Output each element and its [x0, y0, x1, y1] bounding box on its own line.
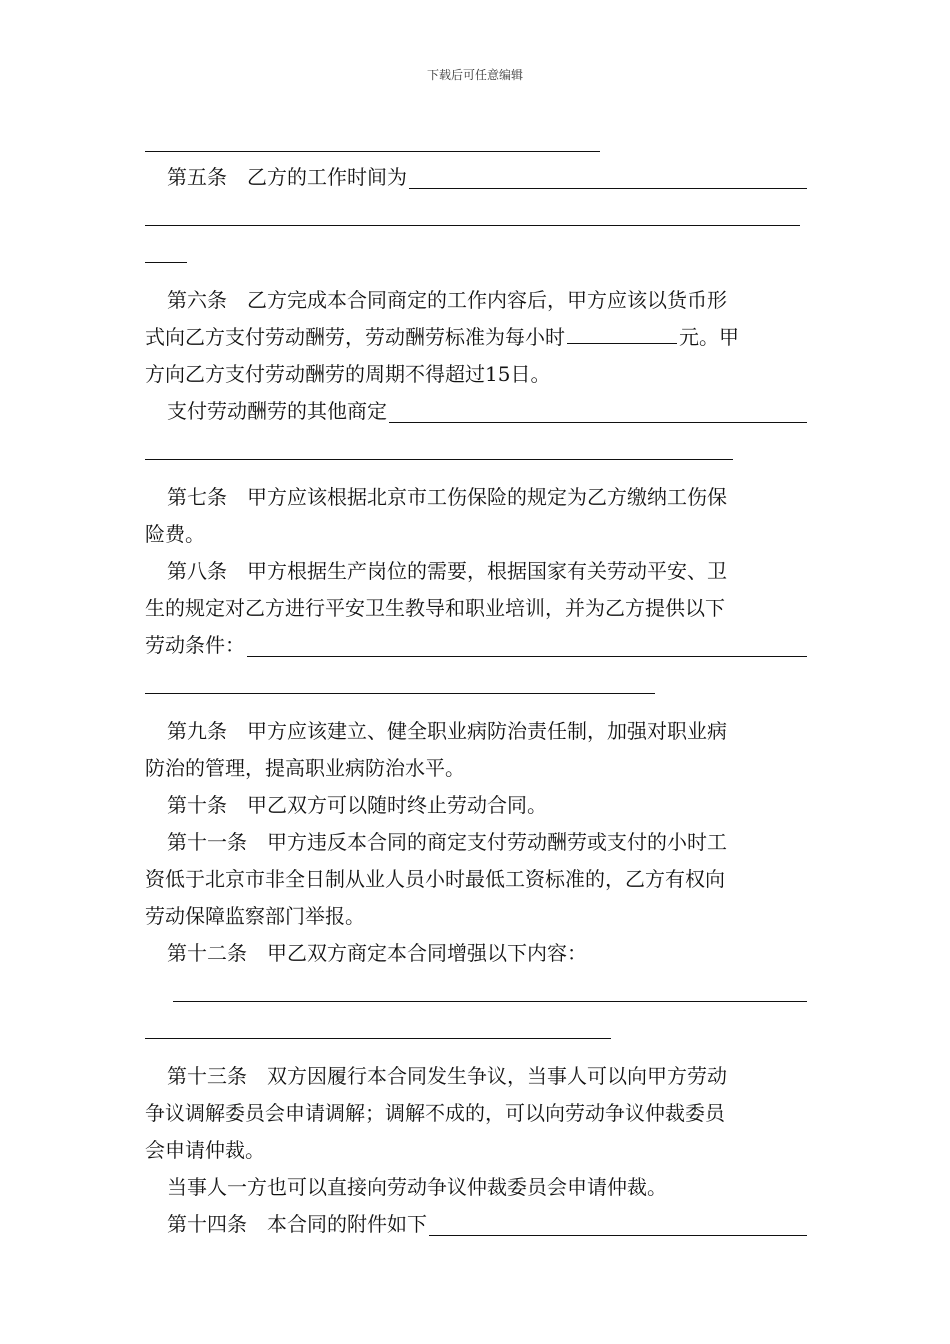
blank-line	[145, 233, 807, 270]
blank-line	[145, 196, 807, 233]
article-12: 第十二条 甲乙双方商定本合同增强以下内容：	[167, 941, 587, 965]
article-14: 第十四条 本合同的附件如下	[145, 1206, 807, 1243]
article-8-line-3: 劳动条件：	[145, 627, 807, 664]
article-11-line-2: 资低于北京市非全日制从业人员小时最低工资标准的，乙方有权向	[145, 867, 725, 891]
article-7-line-1: 第七条 甲方应该根据北京市工伤保险的规定为乙方缴纳工伤保	[167, 485, 727, 509]
article-13-extra: 当事人一方也可以直接向劳动争议仲裁委员会申请仲裁。	[167, 1175, 667, 1199]
wage-blank[interactable]	[567, 323, 677, 344]
blank-field[interactable]	[247, 656, 807, 657]
blank-field[interactable]	[429, 1235, 807, 1236]
blank-line	[145, 1009, 807, 1046]
contract-body	[145, 122, 807, 1243]
article-6-other: 支付劳动酬劳的其他商定	[145, 393, 807, 430]
header-note: 下载后可任意编辑	[426, 68, 523, 82]
article-10: 第十条 甲乙双方可以随时终止劳动合同。	[167, 793, 547, 817]
article-6-line-1: 第六条 乙方完成本合同商定的工作内容后，甲方应该以货币形	[167, 288, 727, 312]
article-11-line-1: 第十一条 甲方违反本合同的商定支付劳动酬劳或支付的小时工	[167, 830, 727, 854]
article-6-line-3: 方向乙方支付劳动酬劳的周期不得超过15日。	[145, 362, 551, 386]
article-9-line-2: 防治的管理，提高职业病防治水平。	[145, 756, 465, 780]
blank-line	[145, 122, 807, 159]
article-11-line-3: 劳动保障监察部门举报。	[145, 904, 365, 928]
article-13-line-1: 第十三条 双方因履行本合同发生争议，当事人可以向甲方劳动	[167, 1064, 727, 1088]
article-9-line-1: 第九条 甲方应该建立、健全职业病防治责任制，加强对职业病	[167, 719, 727, 743]
article-13-line-3: 会申请仲裁。	[145, 1138, 265, 1162]
blank-field[interactable]	[409, 188, 807, 189]
article-7-line-2: 险费。	[145, 522, 205, 546]
article-8-line-1: 第八条 甲方根据生产岗位的需要，根据国家有关劳动平安、卫	[167, 559, 727, 583]
article-5: 第五条 乙方的工作时间为	[145, 159, 807, 196]
blank-line	[145, 430, 807, 467]
article-6-line-2: 式向乙方支付劳动酬劳，劳动酬劳标准为每小时 元。甲	[145, 325, 739, 349]
article-8-line-2: 生的规定对乙方进行平安卫生教导和职业培训，并为乙方提供以下	[145, 596, 725, 620]
blank-line	[145, 664, 807, 701]
blank-line	[145, 972, 807, 1009]
article-13-line-2: 争议调解委员会申请调解；调解不成的，可以向劳动争议仲裁委员	[145, 1101, 725, 1125]
blank-field[interactable]	[389, 422, 807, 423]
